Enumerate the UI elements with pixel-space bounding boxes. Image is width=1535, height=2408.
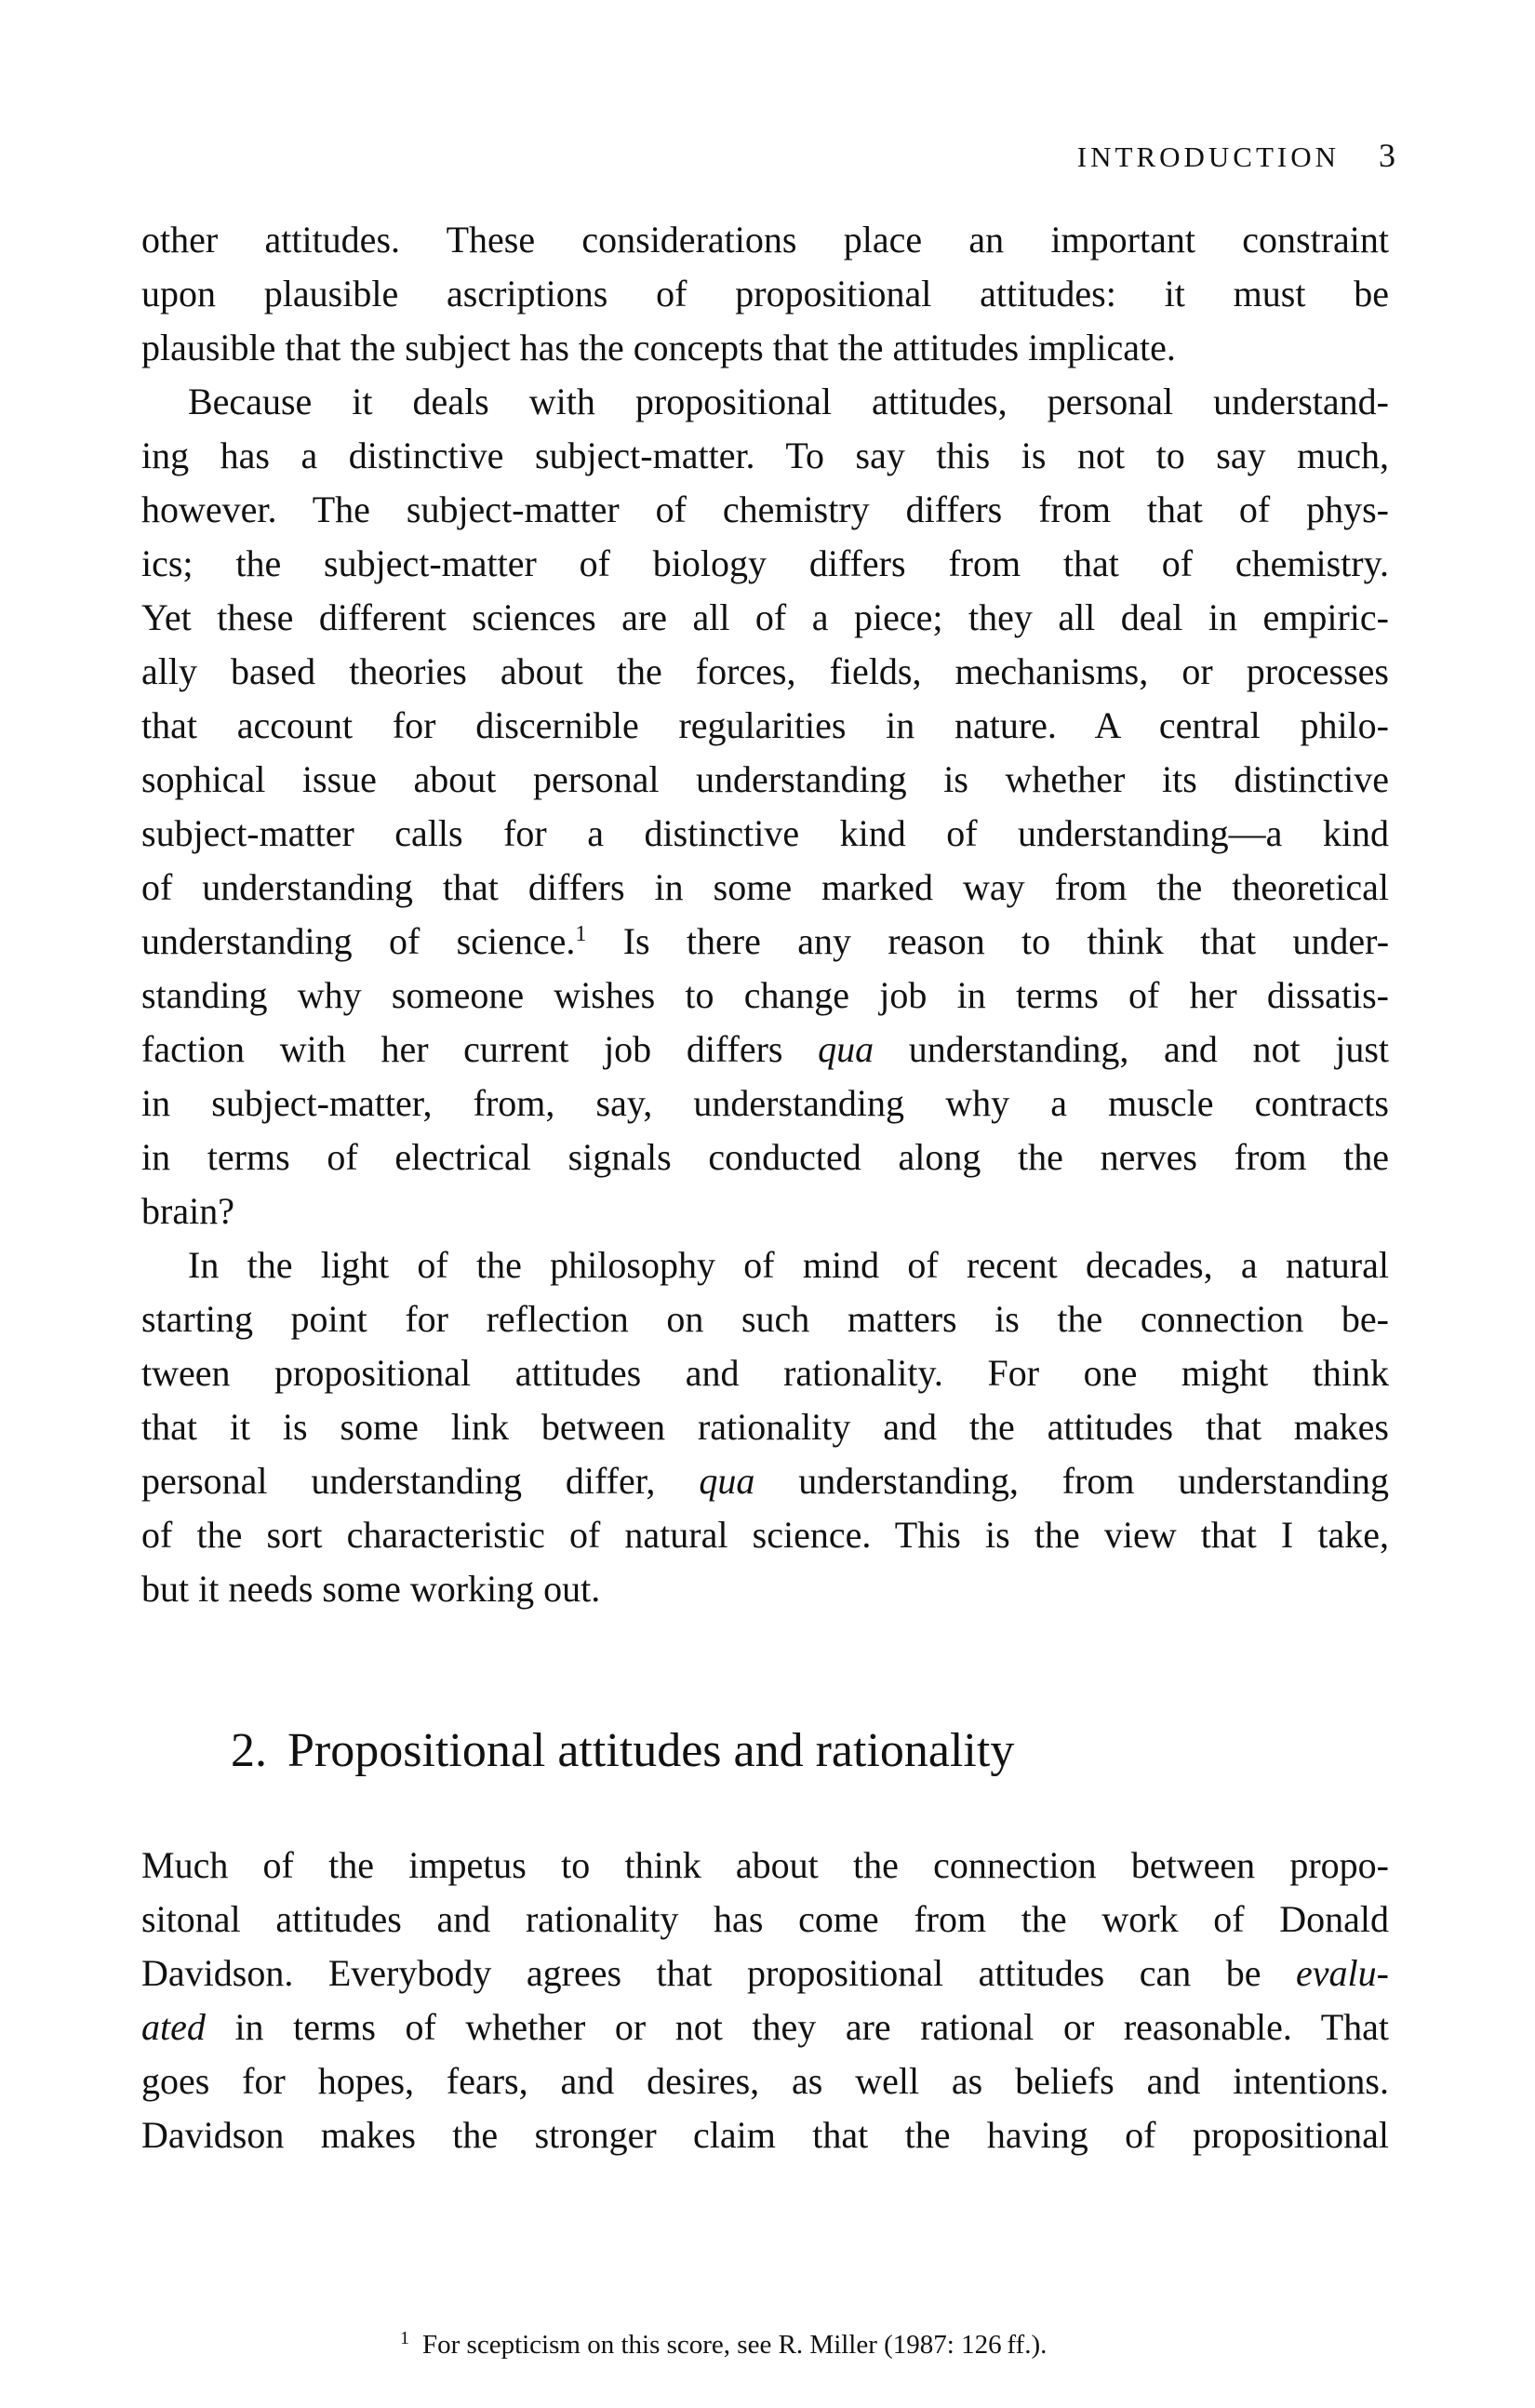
text-line: of understanding that differs in some marked way from the theoretical bbox=[141, 866, 1389, 908]
text-line: plausible that the subject has the concepts that the attitudes implicate. bbox=[141, 327, 1176, 368]
italic-term: evalu- bbox=[1296, 1952, 1389, 1994]
section-heading bbox=[231, 1723, 1014, 1778]
text-line: other attitudes. These considerations place an important constraint bbox=[141, 219, 1389, 261]
text-line: however. The subject-matter of chemistry differs from that of phys- bbox=[141, 488, 1389, 530]
text-line: subject-matter calls for a distinctive kind of understanding—a kind bbox=[141, 812, 1389, 854]
text-line: brain? bbox=[141, 1190, 234, 1232]
text-line: goes for hopes, fears, and desires, as well as beliefs and intentions. bbox=[141, 2060, 1389, 2102]
text-line: that account for discernible regularities in nature. A central philo- bbox=[141, 704, 1389, 746]
text-line: in terms of electrical signals conducted along the nerves from the bbox=[141, 1136, 1389, 1178]
text-line: upon plausible ascriptions of propositional attitudes: it must be bbox=[141, 273, 1389, 314]
text-line: ally based theories about the forces, fields, mechanisms, or processes bbox=[141, 650, 1389, 692]
footnote bbox=[400, 2328, 1047, 2361]
text-line: ics; the subject-matter of biology differs from that of chemistry. bbox=[141, 542, 1389, 584]
text-line: sitonal attitudes and rationality has come from the work of Donald bbox=[141, 1898, 1389, 1940]
text-line: ated in terms of whether or not they are rational or reasonable. That bbox=[141, 2006, 1389, 2048]
text-line: that it is some link between rationality and the attitudes that makes bbox=[141, 1406, 1389, 1448]
text-line: ing has a distinctive subject-matter. To say this is not to say much, bbox=[141, 435, 1389, 476]
italic-term: ated bbox=[141, 2006, 206, 2048]
footnote-text: For scepticism on this score, see R. Miller (1987: 126 ff.). bbox=[422, 2330, 1048, 2360]
italic-term: qua bbox=[699, 1460, 755, 1502]
footnote-mark: 1 bbox=[400, 2328, 409, 2348]
text-line: starting point for reflection on such matters is the connection be- bbox=[141, 1298, 1389, 1340]
text-line: In the light of the philosophy of mind of recent decades, a natural bbox=[188, 1244, 1389, 1286]
text-line: faction with her current job differs qua understanding, and not just bbox=[141, 1028, 1390, 1070]
footnote-reference[interactable]: 1 bbox=[575, 922, 587, 946]
page-number: 3 bbox=[1379, 137, 1395, 174]
text-line: but it needs some working out. bbox=[141, 1568, 601, 1610]
running-head-title: INTRODUCTION bbox=[1076, 140, 1340, 173]
text-line: in subject-matter, from, say, understanding why a muscle contracts bbox=[141, 1082, 1389, 1124]
text-line: of the sort characteristic of natural science. This is the view that I take, bbox=[141, 1514, 1389, 1556]
section-number: 2. bbox=[231, 1724, 267, 1777]
body-text-block-1 bbox=[141, 213, 1389, 1616]
italic-term: qua bbox=[818, 1028, 874, 1070]
text-line: Davidson. Everybody agrees that propositional attitudes can be evalu- bbox=[141, 1952, 1389, 1994]
text-line: standing why someone wishes to change job in terms of her dissatis- bbox=[141, 974, 1389, 1016]
running-head bbox=[949, 136, 1395, 175]
text-line: Much of the impetus to think about the connection between propo- bbox=[141, 1844, 1389, 1886]
text-line: tween propositional attitudes and rationality. For one might think bbox=[141, 1352, 1389, 1394]
text-line: personal understanding differ, qua understanding, from understanding bbox=[141, 1460, 1389, 1502]
text-line: Because it deals with propositional attitudes, personal understand- bbox=[188, 381, 1389, 422]
section-title: Propositional attitudes and rationality bbox=[287, 1724, 1015, 1777]
body-text-block-2 bbox=[141, 1839, 1389, 2162]
text-line: Davidson makes the stronger claim that the having of propositional bbox=[141, 2114, 1389, 2156]
text-line: sophical issue about personal understanding is whether its distinctive bbox=[141, 758, 1389, 800]
text-line: Yet these different sciences are all of a piece; they all deal in empiric- bbox=[141, 596, 1389, 638]
text-line: understanding of science.$^1$ Is there any reason to think that under- bbox=[141, 920, 1390, 962]
